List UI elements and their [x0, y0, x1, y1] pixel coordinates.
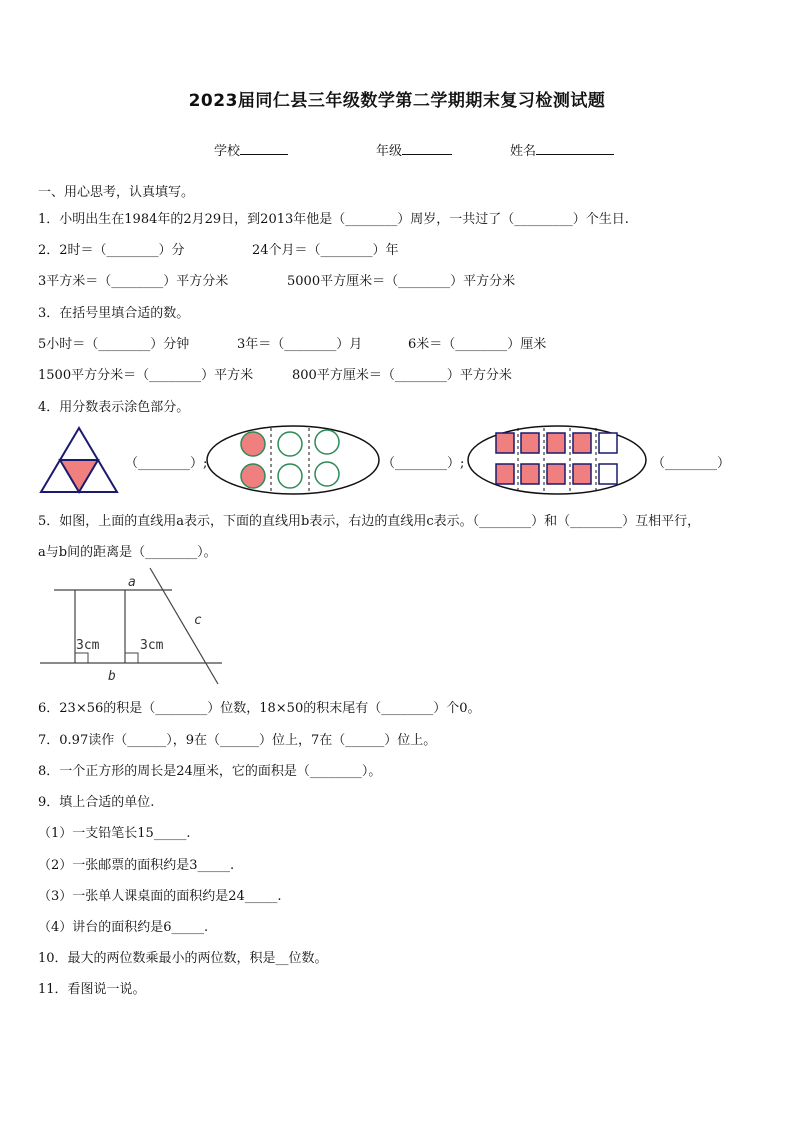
squares-figure: [466, 424, 648, 496]
question-2b: 24个月＝（________）年: [252, 243, 399, 258]
circles-figure: [205, 424, 381, 496]
question-1: 1．小明出生在1984年的2月29日，到2013年他是（________）周岁，一共过了（_________）个生日.: [38, 212, 629, 227]
question-9: 9．填上合适的单位.: [38, 795, 155, 810]
line-a-label: a: [128, 575, 136, 590]
question-3: 3．在括号里填合适的数。: [38, 306, 190, 321]
question-11: 11．看图说一说。: [38, 982, 146, 997]
question-9-3: （3）一张单人课桌面的面积约是24_____.: [38, 889, 282, 904]
question-2a: 2．2时＝（________）分: [38, 243, 185, 258]
question-5: 5．如图，上面的直线用a表示，下面的直线用b表示，右边的直线用c表示。（________）和（________）互相平行，: [38, 514, 701, 529]
name-label: 姓名: [510, 144, 537, 159]
question-7: 7．0.97读作（______），9在（______）位上，7在（______）位上。: [38, 733, 437, 748]
question-3a: 5小时＝（________）分钟: [38, 337, 190, 352]
question-9-4: （4）讲台的面积约是6_____.: [38, 920, 209, 935]
question-3b: 3年＝（________）月: [237, 337, 363, 352]
question-9-1: （1）一支铅笔长15_____.: [38, 826, 191, 841]
school-label: 学校: [214, 144, 241, 159]
question-8: 8．一个正方形的周长是24厘米，它的面积是（________）。: [38, 764, 382, 779]
grade-field[interactable]: [376, 140, 452, 159]
question-2d: 5000平方厘米＝（________）平方分米: [287, 274, 516, 289]
grade-label: 年级: [376, 144, 403, 159]
line-c-label: c: [194, 613, 202, 628]
question-10: 10．最大的两位数乘最小的两位数，积是__位数。: [38, 951, 328, 966]
question-3c: 6米＝（________）厘米: [408, 337, 547, 352]
q4-answer-3[interactable]: （________）: [652, 456, 731, 471]
question-3d: 1500平方分米＝（________）平方米: [38, 368, 254, 383]
right-distance-label: 3cm: [140, 638, 164, 653]
page-title: 2023届同仁县三年级数学第二学期期末复习检测试题: [188, 91, 606, 111]
question-9-2: （2）一张邮票的面积约是3_____.: [38, 858, 235, 873]
school-field[interactable]: [214, 140, 288, 159]
q4-answer-1[interactable]: （________）;: [125, 456, 208, 471]
question-6: 6．23×56的积是（________）位数，18×50的积末尾有（________）个0。: [38, 701, 481, 716]
parallel-lines-figure: [40, 568, 230, 686]
left-distance-label: 3cm: [76, 638, 100, 653]
question-2c: 3平方米＝（________）平方分米: [38, 274, 229, 289]
q4-answer-2[interactable]: （________）;: [382, 456, 465, 471]
name-field[interactable]: [510, 140, 614, 159]
question-4: 4．用分数表示涂色部分。: [38, 400, 190, 415]
triangle-figure: [40, 426, 120, 496]
question-3e: 800平方厘米＝（________）平方分米: [292, 368, 512, 383]
section-heading: 一、用心思考，认真填写。: [38, 185, 195, 200]
question-5-continued: a与b间的距离是（________）。: [38, 545, 217, 560]
line-b-label: b: [108, 669, 116, 684]
